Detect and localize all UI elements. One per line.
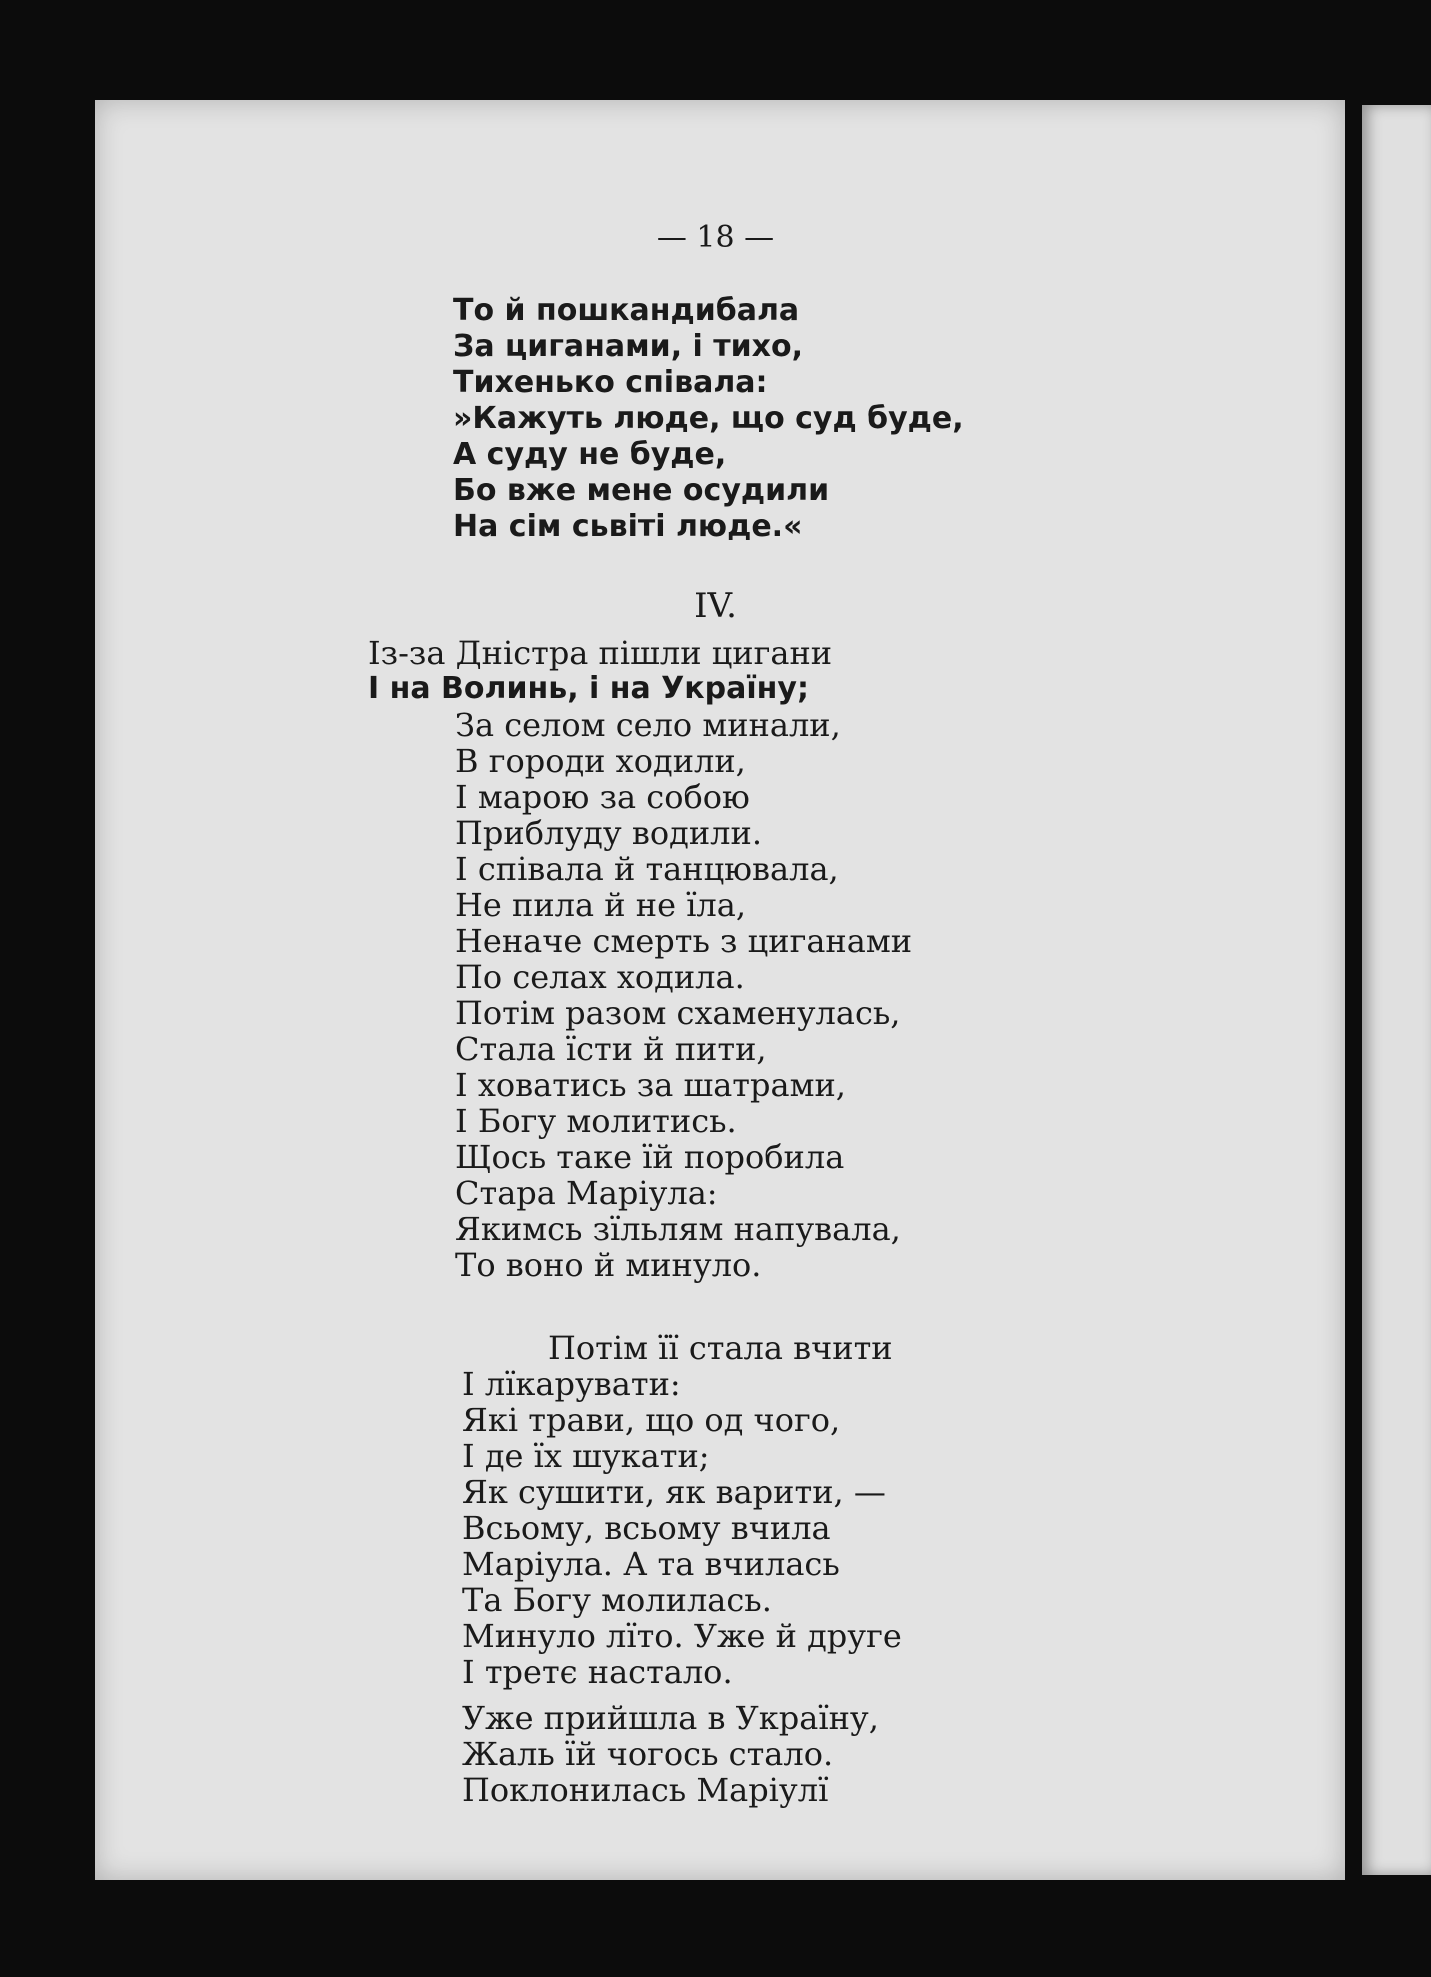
poem-line: І Богу молитись. [455, 1102, 737, 1140]
page-number: — 18 — [656, 220, 775, 255]
poem-line: І марою за собою [455, 778, 750, 816]
poem-line: Всьому, всьому вчила [462, 1509, 831, 1547]
poem-line: Тихенько співала: [453, 365, 768, 400]
poem-line: І співала й танцювала, [455, 850, 839, 888]
poem-line: На сім сьвіті люде.« [453, 509, 803, 544]
poem-line: Та Богу молилась. [462, 1581, 772, 1619]
poem-line: Уже прийшла в Україну, [462, 1699, 879, 1737]
poem-line: Які трави, що од чого, [462, 1401, 841, 1439]
poem-line: Жаль їй чогось стало. [462, 1735, 834, 1773]
poem-line: І лїкарувати: [462, 1365, 681, 1403]
next-page-edge [1362, 105, 1431, 1875]
poem-line: Не пила й не їла, [455, 886, 746, 924]
poem-line: І на Волинь, і на Україну; [368, 671, 809, 706]
poem-line: За селом село минали, [455, 706, 841, 744]
poem-line: Як сушити, як варити, — [462, 1473, 886, 1511]
poem-line: Якимсь зїльлям напувала, [455, 1210, 901, 1248]
section-heading: IV. [694, 586, 737, 626]
poem-line: »Кажуть люде, що суд буде, [453, 401, 964, 436]
poem-line: І третє настало. [462, 1653, 733, 1691]
poem-line: Маріула. А та вчилась [462, 1545, 840, 1583]
poem-line: Приблуду водили. [455, 814, 762, 852]
poem-line: І ховатись за шатрами, [455, 1066, 846, 1104]
poem-line: По селах ходила. [455, 958, 745, 996]
poem-line: Щось таке їй поробила [455, 1138, 845, 1176]
poem-line: За циганами, і тихо, [453, 329, 804, 364]
poem-line: Стара Маріула: [455, 1174, 718, 1212]
poem-line: То воно й минуло. [455, 1246, 762, 1284]
poem-line: Потім разом схаменулась, [455, 994, 901, 1032]
poem-line: Поклонилась Маріулї [462, 1771, 829, 1809]
poem-line: В городи ходили, [455, 742, 746, 780]
poem-line: І де їх шукати; [462, 1437, 710, 1475]
poem-line: Минуло лїто. Уже й друге [462, 1617, 902, 1655]
poem-line: Потім її стала вчити [548, 1329, 893, 1367]
poem-line: Неначе смерть з циганами [455, 922, 913, 960]
poem-line: То й пошкандибала [453, 293, 800, 328]
poem-line: Із-за Дністра пішли цигани [368, 634, 833, 672]
poem-line: Бо вже мене осудили [453, 473, 830, 508]
poem-line: А суду не буде, [453, 437, 727, 472]
poem-line: Стала їсти й пити, [455, 1030, 767, 1068]
